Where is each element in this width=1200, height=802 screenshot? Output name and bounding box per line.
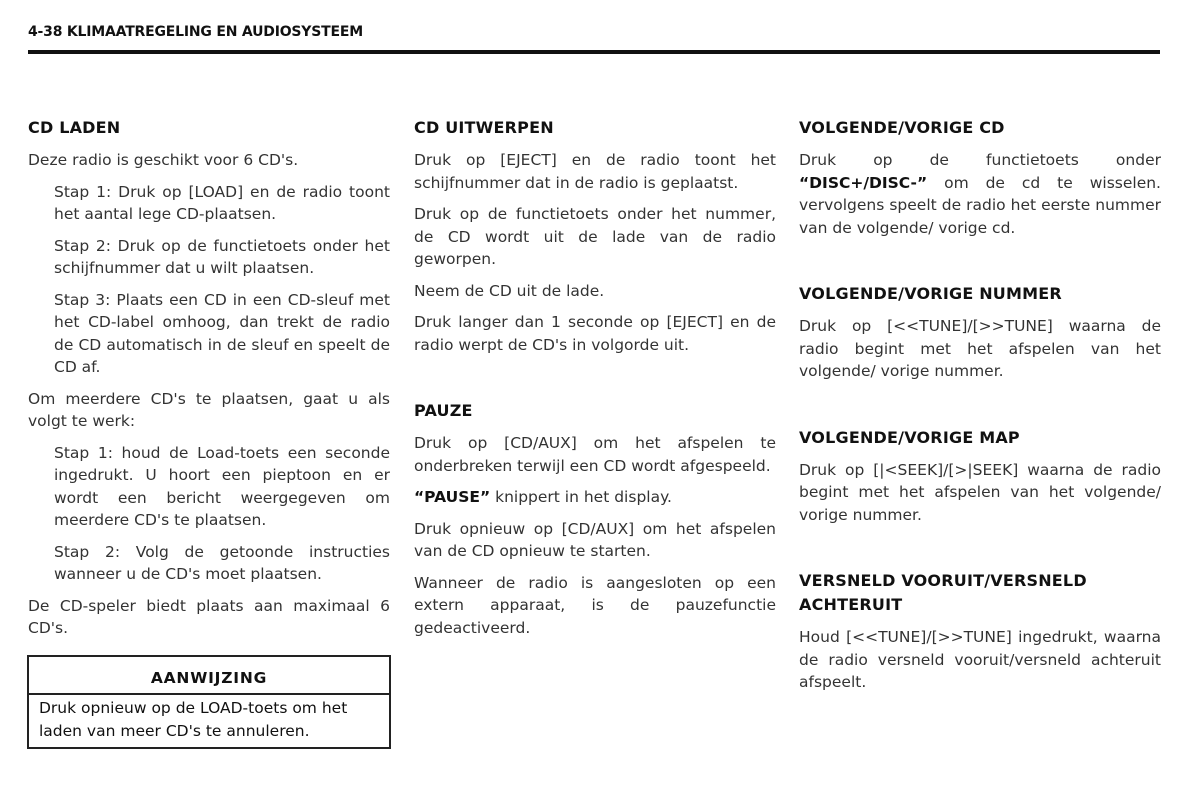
column-navigation [799, 116, 1161, 703]
pause-paragraph-2-text: knippert in het display. [490, 488, 672, 506]
column-cd-laden [28, 116, 390, 649]
heading-cd-laden: CD LADEN [28, 118, 121, 137]
eject-paragraph-1: Druk op [EJECT] en de radio toont het schijfnummer dat in de radio is geplaatst. [414, 151, 776, 192]
notice-box [27, 655, 391, 749]
multi-load-step-1: Stap 1: houd de Load-toets een seconde ingedrukt. U hoort een pieptoon en er wordt een bericht weergegeven om meerdere CD's te plaatsen. [54, 443, 390, 529]
pause-paragraph-3: Druk opnieuw op [CD/AUX] om het afspelen van de CD opnieuw te starten. [414, 519, 776, 560]
notice-title: AANWIJZING [29, 657, 389, 695]
heading-versneld: VERSNELD VOORUIT/VERSNELD ACHTERUIT [799, 571, 1087, 614]
column-eject-pause [414, 116, 776, 648]
spacer [799, 392, 1161, 426]
intro-text: Deze radio is geschikt voor 6 CD's. [28, 151, 299, 169]
heading-volgende-vorige-map: VOLGENDE/VORIGE MAP [799, 427, 1020, 447]
track-paragraph: Druk op [<<TUNE]/[>>TUNE] waarna de radio begint met het afspelen van het volgende/ vorige nummer. [799, 317, 1161, 380]
eject-paragraph-3: Neem de CD uit de lade. [414, 281, 605, 300]
pause-paragraph-4: Wanneer de radio is aangesloten op een extern apparaat, is de pauzefunctie gedeactiveerd. [414, 573, 776, 637]
heading-cd-uitwerpen: CD UITWERPEN [414, 118, 554, 137]
disc-paragraph-post: om de cd te wisselen. vervolgens speelt de radio het eerste nummer van de volgende/ vorige cd. [799, 173, 1161, 237]
disc-paragraph-pre: Druk op de functietoets onder [799, 151, 1161, 169]
spacer [799, 535, 1161, 569]
pause-display-label: “PAUSE” [414, 488, 491, 506]
spacer [799, 248, 1161, 282]
load-step-1: Stap 1: Druk op [LOAD] en de radio toont het aantal lege CD-plaatsen. [54, 182, 390, 223]
page-header: 4-38 KLIMAATREGELING EN AUDIOSYSTEEM [28, 24, 363, 40]
spacer [414, 365, 776, 399]
load-step-2: Stap 2: Druk op de functietoets onder het schijfnummer dat u wilt plaatsen. [54, 236, 390, 277]
heading-pauze: PAUZE [414, 401, 473, 420]
capacity-text: De CD-speler biedt plaats aan maximaal 6 CD's. [28, 596, 390, 637]
folder-paragraph: Druk op [|<SEEK]/[>|SEEK] waarna de radio begint met het afspelen van het volgende/ vorige nummer. [799, 460, 1161, 524]
heading-volgende-vorige-nummer: VOLGENDE/VORIGE NUMMER [799, 284, 1062, 303]
notice-body: Druk opnieuw op de LOAD-toets om het laden van meer CD's te annuleren. [39, 699, 348, 740]
pause-paragraph-2 [414, 486, 776, 509]
load-step-3: Stap 3: Plaats een CD in een CD-sleuf met het CD-label omhoog, dan trekt de radio de CD automatisch in de sleuf en speelt de CD af. [54, 290, 390, 376]
header-rule [28, 50, 1160, 54]
disc-key-label: “DISC+/DISC-” [799, 173, 928, 192]
multi-load-intro: Om meerdere CD's te plaatsen, gaat u als volgt te werk: [28, 389, 390, 430]
pause-paragraph-1: Druk op [CD/AUX] om het afspelen te onderbreken terwijl een CD wordt afgespeeld. [414, 434, 776, 475]
multi-load-step-2: Stap 2: Volg de getoonde instructies wanneer u de CD's moet plaatsen. [54, 542, 390, 583]
heading-volgende-vorige-cd: VOLGENDE/VORIGE CD [799, 118, 1005, 137]
eject-paragraph-4: Druk langer dan 1 seconde op [EJECT] en de radio werpt de CD's in volgorde uit. [414, 313, 776, 354]
ff-paragraph: Houd [<<TUNE]/[>>TUNE] ingedrukt, waarna de radio versneld vooruit/versneld achteruit afspeelt. [799, 628, 1161, 691]
disc-paragraph [799, 149, 1161, 239]
eject-paragraph-2: Druk op de functietoets onder het nummer, de CD wordt uit de lade van de radio geworpen. [414, 205, 776, 268]
